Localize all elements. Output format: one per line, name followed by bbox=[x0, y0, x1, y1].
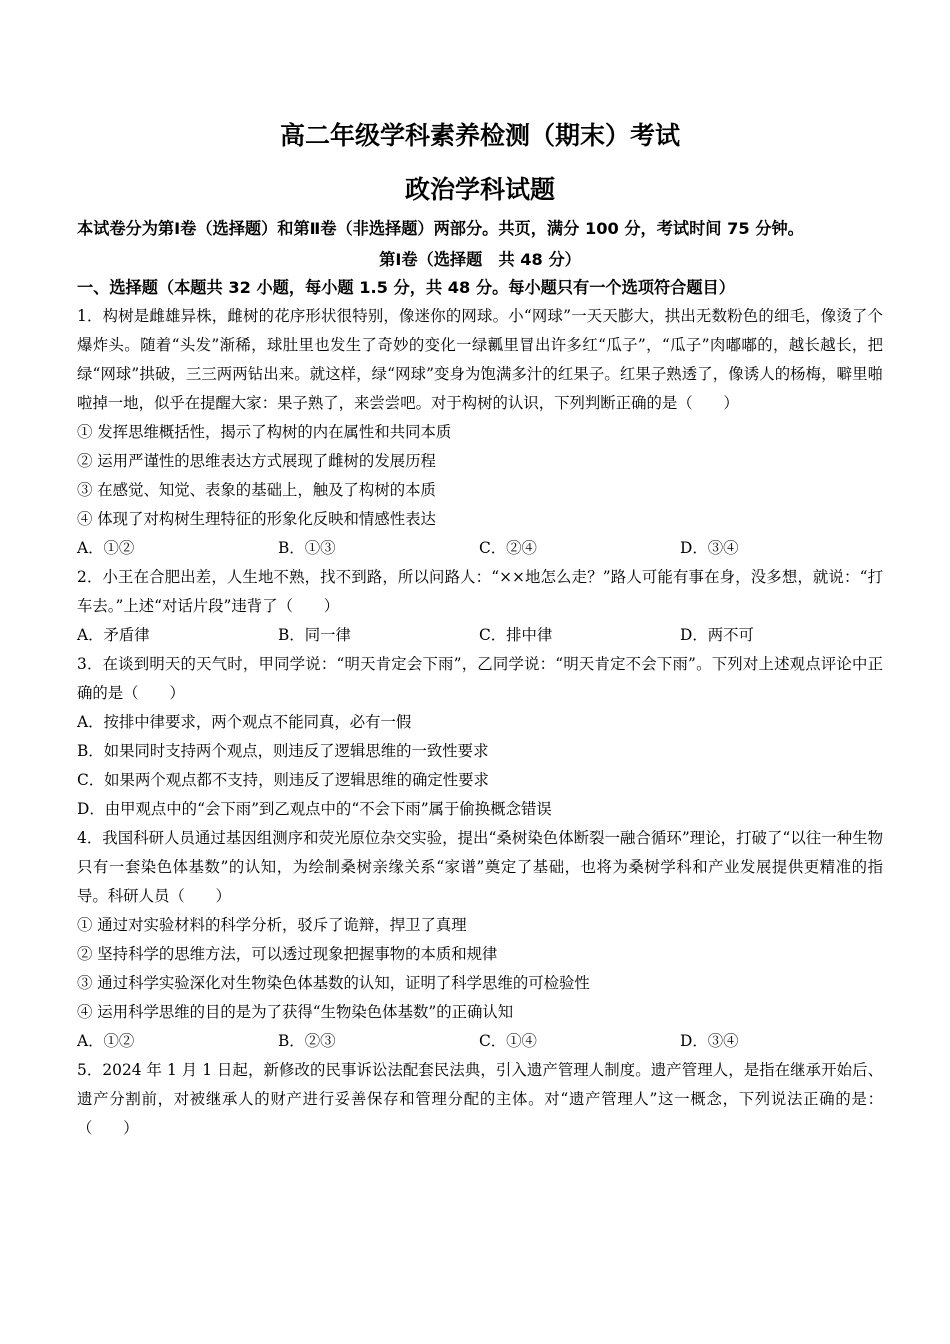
statement-option: ④ 运用科学思维的目的是为了获得“生物染色体基数”的正确认知 bbox=[77, 1003, 514, 1021]
question-stem: 1．构树是雌雄异株，雌树的花序形状很特别，像迷你的网球。小“网球”一天天膨大，拱出无数粉色的细毛，像烫了个爆炸头。随着“头发”渐稀，球肚里也发生了奇妙的变化一绿瓤里冒出许多红“瓜子”，“瓜子”肉嘟嘟的，越长越长，把绿“网球”拱破，三三两两钻出来。就这样，绿“网球”变身为饱满多汁的红果子。红果子熟透了，像诱人的杨梅，噼里啪啦掉一地，似乎在提醒大家：果子熟了，来尝尝吧。对于构树的认识，下列判断正确的是（ ） bbox=[77, 307, 883, 412]
statement-option: ① 发挥思维概括性，揭示了构树的内在属性和共同本质 bbox=[77, 423, 452, 441]
choice-d: D．两不可 bbox=[680, 626, 754, 644]
choice-a: A．按排中律要求，两个观点不能同真，必有一假 bbox=[77, 713, 412, 731]
choice-c: C．如果两个观点都不支持，则违反了逻辑思维的确定性要求 bbox=[77, 771, 489, 789]
statement-option: ③ 通过科学实验深化对生物染色体基数的认知，证明了科学思维的可检验性 bbox=[77, 974, 590, 992]
choice-b: B．②③ bbox=[278, 1032, 336, 1050]
subject-title: 政治学科试题 bbox=[404, 175, 555, 204]
statement-option: ② 运用严谨性的思维表达方式展现了雌树的发展历程 bbox=[77, 452, 436, 470]
choice-d: D．③④ bbox=[680, 1032, 739, 1050]
statement-option: ② 坚持科学的思维方法，可以透过现象把握事物的本质和规律 bbox=[77, 945, 498, 963]
question-5 bbox=[77, 1056, 883, 1143]
question-1 bbox=[77, 302, 883, 563]
section-title: 一、选择题（本题共 32 小题，每小题 1.5 分，共 48 分。每小题只有一个选项符合题目） bbox=[77, 278, 735, 297]
question-3 bbox=[77, 650, 883, 824]
answer-choices bbox=[77, 621, 883, 650]
choice-b: B．①③ bbox=[278, 539, 336, 557]
choice-c: C．排中律 bbox=[479, 626, 553, 644]
exam-title: 高二年级学科素养检测（期末）考试 bbox=[279, 121, 680, 150]
choice-d: D．由甲观点中的“会下雨”到乙观点中的“不会下雨”属于偷换概念错误 bbox=[77, 800, 552, 818]
choice-b: B．同一律 bbox=[278, 626, 351, 644]
choice-d: D．③④ bbox=[680, 539, 739, 557]
choice-c: C．②④ bbox=[479, 539, 537, 557]
question-2 bbox=[77, 563, 883, 650]
answer-choices bbox=[77, 534, 883, 563]
question-stem: 4．我国科研人员通过基因组测序和荧光原位杂交实验，提出“桑树染色体断裂一融合循环”理论，打破了“以往一种生物只有一套染色体基数”的认知，为绘制桑树亲缘关系“家谱”奠定了基础，也将为桑树学科和产业发展提供更精准的指导。科研人员（ ） bbox=[77, 829, 883, 905]
statement-option: ③ 在感觉、知觉、表象的基础上，触及了构树的本质 bbox=[77, 481, 436, 499]
question-4 bbox=[77, 824, 883, 1056]
choice-c: C．①④ bbox=[479, 1032, 537, 1050]
choice-a: A．①② bbox=[77, 1032, 135, 1050]
question-stem: 2．小王在合肥出差，人生地不熟，找不到路，所以问路人：“××地怎么走？”路人可能有事在身，没多想，就说：“打车去。”上述“对话片段”违背了（ ） bbox=[77, 568, 883, 615]
part-one-title: 第Ⅰ卷（选择题 共 48 分） bbox=[379, 250, 581, 269]
choice-a: A．矛盾律 bbox=[77, 626, 150, 644]
exam-instructions: 本试卷分为第Ⅰ卷（选择题）和第Ⅱ卷（非选择题）两部分。共页，满分 100 分，考试时间 75 分钟。 bbox=[77, 219, 804, 238]
exam-page bbox=[77, 118, 883, 1143]
choice-b: B．如果同时支持两个观点，则违反了逻辑思维的一致性要求 bbox=[77, 742, 489, 760]
statement-option: ④ 体现了对构树生理特征的形象化反映和情感性表达 bbox=[77, 510, 436, 528]
question-stem: 3．在谈到明天的天气时，甲同学说：“明天肯定会下雨”，乙同学说：“明天肯定不会下雨”。下列对上述观点评论中正确的是（ ） bbox=[77, 655, 883, 702]
question-stem: 5．2024 年 1 月 1 日起，新修改的民事诉讼法配套民法典，引入遗产管理人制度。遗产管理人，是指在继承开始后、遗产分割前，对被继承人的财产进行妥善保存和管理分配的主体。对“遗产管理人”这一概念，下列说法正确的是：（ ） bbox=[77, 1061, 883, 1137]
statement-option: ① 通过对实验材料的科学分析，驳斥了诡辩，捍卫了真理 bbox=[77, 916, 467, 934]
choice-a: A．①② bbox=[77, 539, 135, 557]
answer-choices bbox=[77, 1027, 883, 1056]
